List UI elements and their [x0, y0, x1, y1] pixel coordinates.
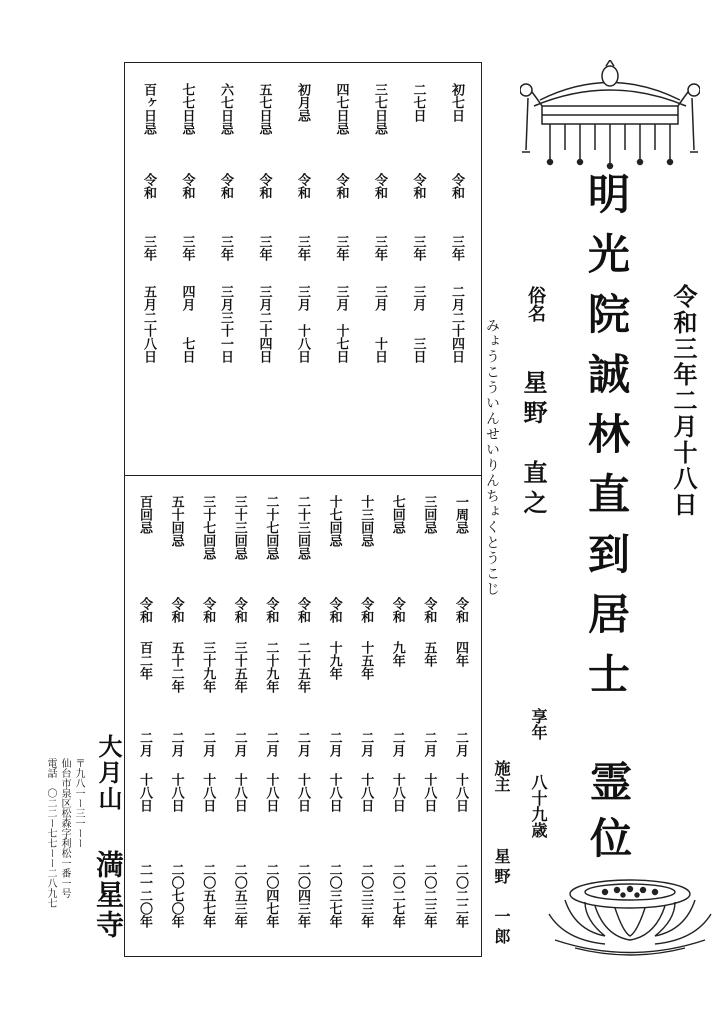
top-row-era: 令和 [179, 173, 195, 199]
bottom-row-name: 百回忌 [137, 495, 152, 534]
bottom-row-era: 令和 [231, 597, 247, 623]
top-row-date: 四月 七日 [179, 285, 195, 363]
bottom-row-ad: 二〇四三年 [295, 863, 310, 928]
bottom-row-month: 二月 [453, 731, 468, 757]
bottom-row-day: 十八日 [137, 773, 152, 812]
bottom-row-year: 五年 [421, 641, 437, 667]
top-row-year: 三年 [218, 235, 233, 261]
bottom-row-day: 十八日 [231, 773, 247, 812]
reading: みょうこういんせいりんちょくとうこじ [484, 318, 500, 597]
top-row-year: 三年 [141, 235, 156, 261]
top-row-year: 三年 [179, 235, 195, 261]
bottom-row-ad: 二〇五七年 [200, 863, 216, 928]
bottom-row-day: 十八日 [200, 773, 216, 812]
bottom-row-month: 二月 [137, 731, 152, 757]
top-row-name: 百ヶ日忌 [141, 83, 156, 135]
bottom-row-year: 十九年 [326, 641, 342, 680]
temple-address: 仙台市泉区松森字利松一番一号 [59, 758, 70, 898]
top-row-date: 三月 十日 [372, 285, 387, 363]
top-row-year: 三年 [449, 235, 464, 261]
bottom-row-name: 七回忌 [389, 495, 405, 534]
bottom-row-day: 十八日 [389, 773, 405, 812]
memorial-table [124, 62, 482, 957]
top-row-era: 令和 [218, 173, 233, 199]
bottom-row-era: 令和 [200, 597, 216, 623]
bottom-row-ad: 二〇二七年 [389, 863, 405, 928]
top-row-year: 三年 [372, 235, 387, 261]
kaimyo: 明光院誠林直到居士 [582, 172, 631, 712]
bottom-row-day: 十八日 [453, 773, 468, 812]
bottom-row-month: 二月 [263, 731, 279, 757]
bottom-row-year: 十五年 [358, 641, 374, 680]
bottom-row-ad: 二〇三三年 [358, 863, 374, 928]
top-row-year: 三年 [256, 235, 272, 261]
top-row-year: 三年 [410, 235, 426, 261]
bottom-row-name: 十七回忌 [326, 495, 342, 547]
bottom-row-ad: 二一二〇年 [137, 863, 152, 928]
bottom-row-era: 令和 [358, 597, 374, 623]
bottom-row-name: 二十七回忌 [263, 495, 279, 560]
top-row-date: 三月 三日 [410, 285, 426, 363]
bottom-row-name: 三十七回忌 [200, 495, 216, 560]
top-row-date: 三月 十八日 [295, 285, 310, 363]
top-row-era: 令和 [372, 173, 387, 199]
bottom-row-name: 十三回忌 [358, 495, 374, 547]
bottom-row-name: 五十回忌 [168, 495, 184, 547]
bottom-row-day: 十八日 [358, 773, 374, 812]
bottom-row-era: 令和 [168, 597, 184, 623]
top-row-era: 令和 [410, 173, 426, 199]
top-row-name: 二七日 [410, 83, 426, 122]
top-row-era: 令和 [141, 173, 156, 199]
temple-mountain: 大月山 [94, 734, 123, 812]
top-row-era: 令和 [333, 173, 349, 199]
top-row-date: 二月二十四日 [449, 285, 464, 363]
bottom-row-era: 令和 [137, 597, 152, 623]
age: 八十九歳 [529, 774, 548, 838]
bottom-row-day: 十八日 [263, 773, 279, 812]
bottom-row-day: 十八日 [295, 773, 310, 812]
table-divider [125, 475, 481, 476]
bottom-row-day: 十八日 [168, 773, 184, 812]
bottom-row-ad: 二〇二二年 [453, 863, 468, 928]
top-row-era: 令和 [449, 173, 464, 199]
temple-name: 満星寺 [92, 850, 125, 940]
top-row-date: 三月 十七日 [333, 285, 349, 363]
bottom-row-year: 百二年 [137, 641, 152, 680]
top-row-era: 令和 [295, 173, 310, 199]
top-row-date: 三月三十一日 [218, 285, 233, 363]
zokumyo-label: 俗名 [525, 286, 546, 322]
top-row-year: 三年 [295, 235, 310, 261]
bottom-row-day: 十八日 [421, 773, 437, 812]
bottom-row-name: 三回忌 [421, 495, 437, 534]
seshu: 星野 一郎 [492, 848, 511, 948]
bottom-row-year: 五十二年 [168, 641, 184, 693]
bottom-row-era: 令和 [263, 597, 279, 623]
bottom-row-era: 令和 [421, 597, 437, 623]
top-row-name: 三七日忌 [372, 83, 387, 135]
age-label: 享年 [529, 708, 548, 740]
bottom-row-ad: 二〇四七年 [263, 863, 279, 928]
top-row-name: 四七日忌 [333, 83, 349, 135]
bottom-row-year: 三十九年 [200, 641, 216, 693]
bottom-row-era: 令和 [453, 597, 468, 623]
bottom-row-year: 二十九年 [263, 641, 279, 693]
bottom-row-month: 二月 [358, 731, 374, 757]
top-row-name: 七七日忌 [179, 83, 195, 135]
temple-phone: 電話 〇二二ー七七ーー二八九七 [45, 758, 56, 908]
top-row-date: 三月二十四日 [256, 285, 272, 363]
top-row-name: 五七日忌 [256, 83, 272, 135]
bottom-row-month: 二月 [326, 731, 342, 757]
bottom-row-month: 二月 [168, 731, 184, 757]
seshu-label: 施主 [492, 760, 511, 792]
lotus-pedestal-icon [545, 870, 715, 960]
bottom-row-month: 二月 [231, 731, 247, 757]
top-row-date: 五月二十八日 [141, 285, 156, 363]
bottom-row-ad: 二〇五三年 [231, 863, 247, 928]
temple-postal: 〒九八一ー三一ーー [73, 758, 84, 848]
bottom-row-ad: 二〇三七年 [326, 863, 342, 928]
top-row-name: 初月忌 [295, 83, 310, 122]
reii: 霊位 [584, 760, 633, 872]
bottom-row-year: 四年 [453, 641, 468, 667]
bottom-row-month: 二月 [200, 731, 216, 757]
bottom-row-year: 二十五年 [295, 641, 310, 693]
bottom-row-ad: 二〇二三年 [421, 863, 437, 928]
bottom-row-month: 二月 [295, 731, 310, 757]
bottom-row-era: 令和 [326, 597, 342, 623]
top-row-year: 三年 [333, 235, 349, 261]
bottom-row-name: 二十三回忌 [295, 495, 310, 560]
zokumyo: 星野 直之 [519, 370, 548, 520]
bottom-row-year: 九年 [389, 641, 405, 667]
bottom-row-year: 三十五年 [231, 641, 247, 693]
bottom-row-era: 令和 [389, 597, 405, 623]
bottom-row-month: 二月 [389, 731, 405, 757]
top-row-name: 六七日忌 [218, 83, 233, 135]
date-line: 令和三年二月十八日 [669, 284, 698, 518]
bottom-row-name: 一周忌 [453, 495, 468, 534]
bottom-row-month: 二月 [421, 731, 437, 757]
bottom-row-era: 令和 [295, 597, 310, 623]
top-row-era: 令和 [256, 173, 272, 199]
bottom-row-ad: 二〇七〇年 [168, 863, 184, 928]
top-row-name: 初七日 [449, 83, 464, 122]
bottom-row-day: 十八日 [326, 773, 342, 812]
bottom-row-name: 三十三回忌 [231, 495, 247, 560]
canopy-ornament-icon [520, 60, 700, 170]
